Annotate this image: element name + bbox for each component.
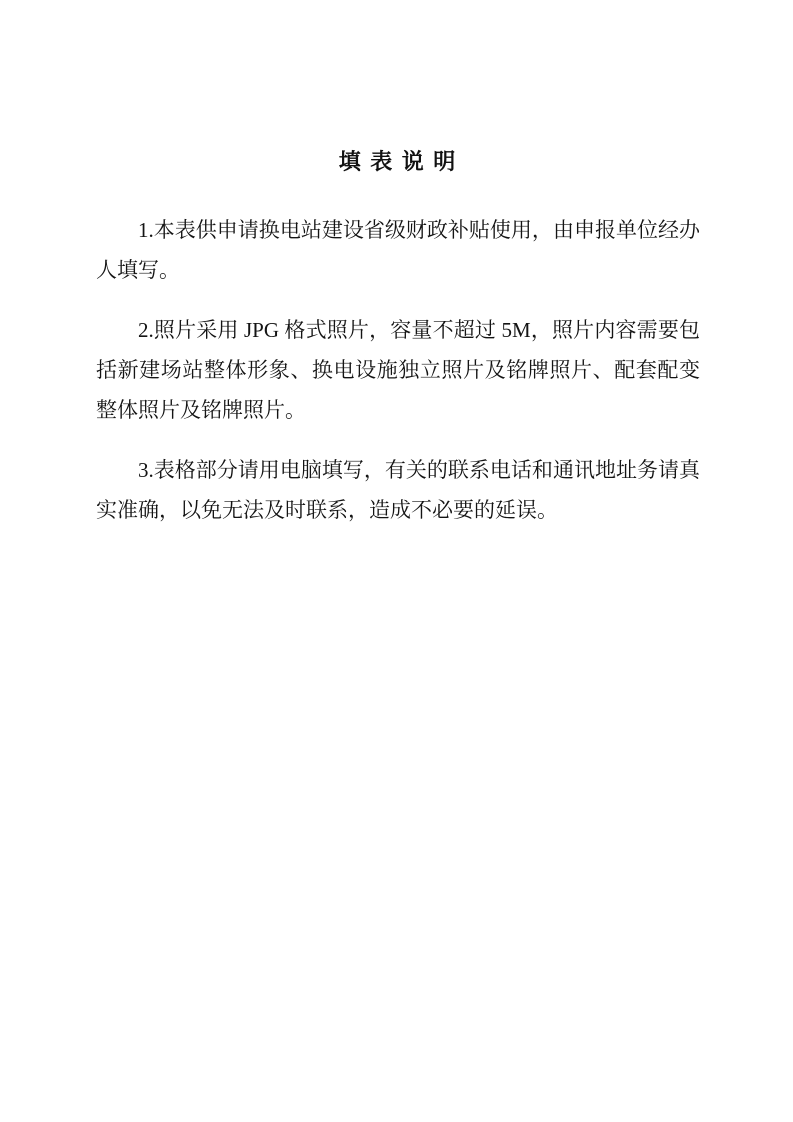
paragraph-1: 1.本表供申请换电站建设省级财政补贴使用，由申报单位经办人填写。 bbox=[96, 218, 700, 282]
paragraph-3: 3.表格部分请用电脑填写，有关的联系电话和通讯地址务请真实准确，以免无法及时联系，造成不必要的延误。 bbox=[96, 458, 700, 522]
page-title: 填 表 说 明 bbox=[338, 149, 458, 174]
paragraph-2: 2.照片采用 JPG 格式照片，容量不超过 5M，照片内容需要包括新建场站整体形象、换电设施独立照片及铭牌照片、配套配变整体照片及铭牌照片。 bbox=[96, 318, 700, 422]
